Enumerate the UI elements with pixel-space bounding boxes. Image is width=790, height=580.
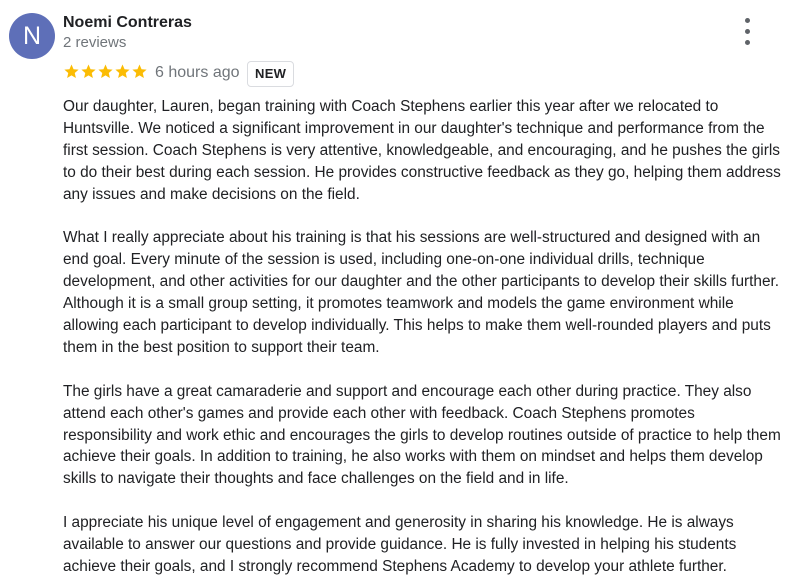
review-paragraph: The girls have a great camaraderie and support and encourage each other during practice. They also attend each other's games and provide each other with feedback. Coach Stephens promotes responsibility and work ethic and encourages the girls to develop routines outside of practice to help them achieve their goals. In addition to training, he also works with them on mindset and helps them develop skills to navigate their thoughts and face challenges on the field and in life. [63, 382, 781, 488]
new-badge: NEW [247, 61, 294, 87]
star-icon [63, 63, 80, 80]
review-text [63, 96, 785, 580]
avatar[interactable] [9, 13, 55, 59]
star-icon [114, 63, 131, 80]
star-rating [63, 63, 148, 81]
more-options-button[interactable] [734, 16, 762, 48]
avatar-initial: N [22, 22, 42, 50]
review-paragraph: What I really appreciate about his training is that his sessions are well-structured and designed with an end goal. Every minute of the session is used, including one-on-one individual drills, technique development, and other activities for our daughter and the other participants to develop their skills further. Although it is a small group setting, it promotes teamwork and models the game environment while allowing each participant to develop individually. This helps to make them well-rounded players and puts them in the best position to support their team. [63, 229, 780, 356]
review-time: 6 hours ago [155, 64, 240, 81]
review-paragraph: I appreciate his unique level of engagement and generosity in sharing his knowledge. He is always available to answer our questions and provide guidance. He is fully invested in helping his students achieve their goals, and I strongly recommend Stephens Academy to develop your athlete further. [63, 514, 737, 575]
review-paragraph: Our daughter, Lauren, began training with Coach Stephens earlier this year after we relocated to Huntsville. We noticed a significant improvement in our daughter's technique and performance from the first session. Coach Stephens is very attentive, knowledgeable, and encouraging, and he pushes the girls to do their best during each session. He provides constructive feedback as they go, helping them address any issues and make decisions on the field. [63, 98, 781, 203]
reviewer-name[interactable]: Noemi Contreras [63, 14, 192, 31]
star-icon [131, 63, 148, 80]
more-vertical-icon-dot [745, 29, 750, 34]
star-icon [97, 63, 114, 80]
more-vertical-icon-dot [745, 40, 750, 45]
star-icon [80, 63, 97, 80]
more-vertical-icon [745, 18, 750, 23]
reviewer-review-count[interactable]: 2 reviews [63, 34, 127, 51]
